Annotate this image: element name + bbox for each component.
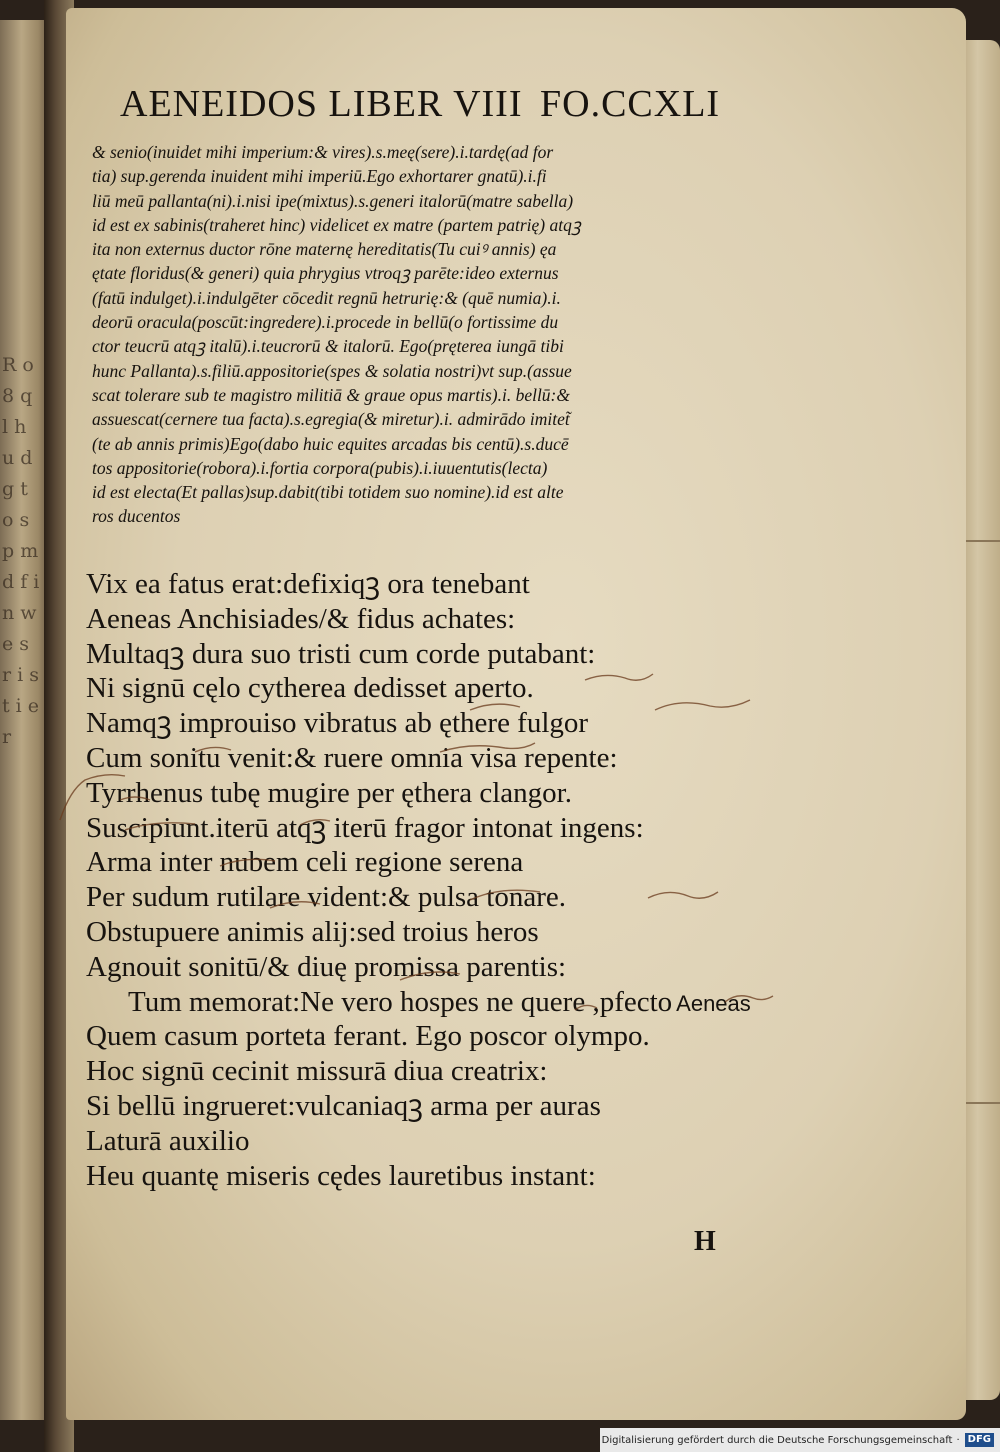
commentary-line: (fatū indulget).i.indulgēter cōcedit regnū hetrurię:& (quē numia).i.	[92, 287, 561, 308]
commentary-line: tia) sup.gerenda inuident mihi imperiū.Ego exhortarer gnatū).i.fi	[92, 166, 547, 187]
verse-line: Cum sonitu venit:& ruere omnia visa repente:	[86, 741, 618, 774]
verse-line-text: Tum memorat:Ne vero hospes ne quere ,pfecto	[128, 985, 673, 1018]
commentary-line: hunc Pallanta).s.filiū.appositorie(spes & solatia nostri)vt sup.(assue	[92, 360, 572, 381]
verse-line: Si bellū ingrueret:vulcaniaqꝫ arma per auras	[86, 1089, 601, 1122]
verse-line: Arma inter nubem celi regione serena	[86, 846, 524, 879]
commentary-line: assuescat(cernere tua facta).s.egregia(& miretur).i. admirādo imitet̃	[92, 409, 570, 430]
commentary-line: id est electa(Et pallas)sup.dabit(tibi totidem suo nomine).id est alte	[92, 482, 564, 503]
verse-line: Ni signū cęlo cytherea dedisset aperto.	[86, 672, 534, 705]
running-title: AENEIDOS LIBER VIII	[120, 83, 523, 125]
verse-line: Hoc signū cecinit missurā diua creatrix:	[86, 1055, 548, 1088]
signature-mark: H	[694, 1226, 716, 1257]
commentary-line: tos appositorie(robora).i.fortia corpora(pubis).i.iuuentutis(lecta)	[92, 457, 548, 478]
commentary-line: ros ducentos	[92, 506, 181, 527]
verse-line: Heu quantę miseris cędes lauretibus instant:	[86, 1159, 596, 1192]
commentary-line: ctor teucrū atqꝫ italū).i.teucrorū & italorū. Ego(pręterea iungā tibi	[92, 336, 564, 357]
verse-line: Agnouit sonitū/& diuę promissa parentis:	[86, 950, 567, 983]
footer-text: Digitalisierung gefördert durch die Deutsche Forschungsgemeinschaft	[601, 1434, 953, 1446]
footer-separator: ·	[956, 1434, 960, 1446]
verse-line: Per sudum rutilare vident:& pulsa tonare.	[86, 881, 567, 914]
verse-line: Namqꝫ improuiso vibratus ab ęthere fulgor	[86, 707, 589, 740]
commentary-line: (te ab annis primis)Ego(dabo huic equites arcadas bis centū).s.ducē	[92, 433, 569, 454]
commentary-line: scat tolerare sub te magistro militiā & graue opus martis).i. bellū:&	[92, 384, 570, 405]
digitization-footer	[600, 1428, 1000, 1452]
verse-line: Tyrrhenus tubę mugire per ęthera clangor.	[86, 776, 572, 809]
commentary-line: deorū oracula(poscūt:ingredere).i.procede in bellū(o fortissime du	[92, 312, 559, 333]
facing-page-text-fragment: R o 8 q l h u d g t o s p m d f i n w e s r i s t i e r	[2, 354, 40, 748]
commentary-line: & senio(inuidet mihi imperium:& vires).s.meę(sere).i.tardę(ad for	[92, 142, 554, 162]
commentary-line: id est ex sabinis(traheret hinc) videlicet ex matre (partem patrię) atqꝫ	[92, 214, 581, 235]
verse-line: Vix ea fatus erat:defixiqꝫ ora tenebant	[86, 568, 530, 600]
commentary-line: ita non externus ductor rōne maternę hereditatis(Tu cuiꝰ annis) ęa	[92, 239, 557, 260]
folio-number: FO.CCXLI	[540, 83, 721, 125]
verse-line: Obstupuere animis alij:sed troius heros	[86, 915, 539, 948]
verse-line: Multaqꝫ dura suo tristi cum corde putabant:	[86, 637, 596, 670]
verse-line: Aeneas Anchisiades/& fidus achates:	[86, 602, 516, 635]
commentary-line: ętate floridus(& generi) quia phrygius vtroqꝫ parēte:ideo externus	[92, 263, 559, 284]
marginal-gloss-aeneas: Aeneas	[676, 990, 751, 1016]
commentary-line: liū meū pallanta(ni).i.nisi ipe(mixtus).s.generi italorū(matre sabella)	[92, 190, 574, 211]
dfg-logo: DFG	[965, 1433, 994, 1447]
verse-line: Suscipiunt.iterū atqꝫ iterū fragor intonat ingens:	[86, 811, 644, 844]
verse-line: Quem casum porteta ferant. Ego poscor olympo.	[86, 1020, 650, 1053]
verse-line: Laturā auxilio	[86, 1124, 250, 1157]
